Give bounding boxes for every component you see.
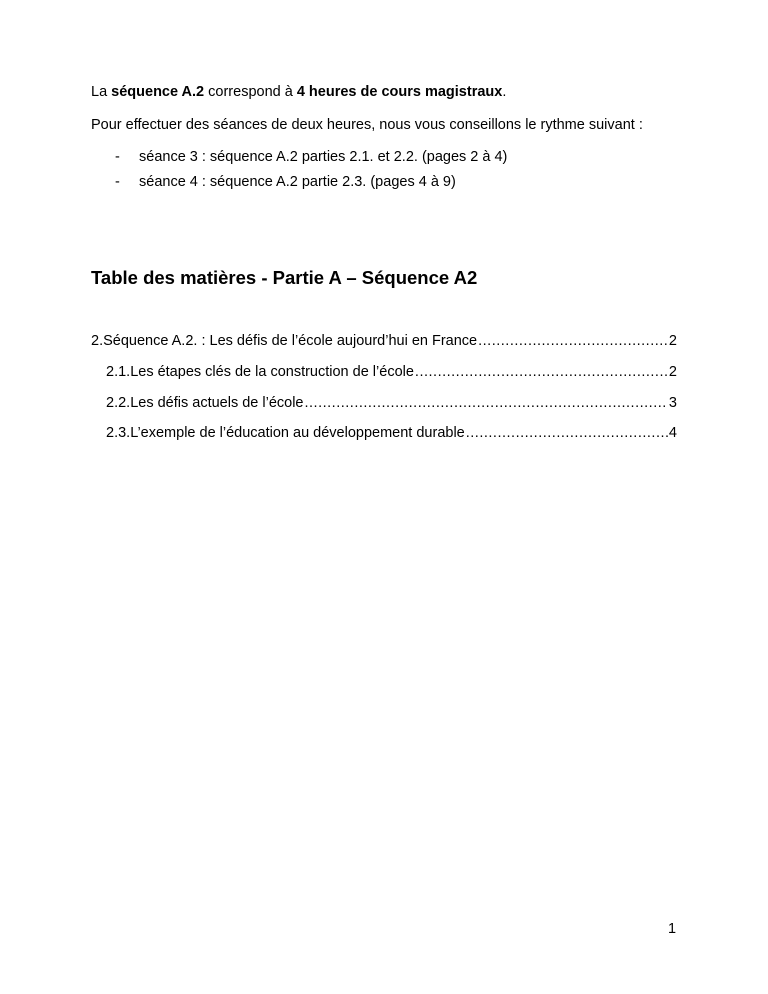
toc-entry[interactable]	[106, 425, 677, 441]
toc-entry-number: 2.3.	[106, 425, 131, 441]
toc-entry-number: 2.1.	[106, 364, 131, 380]
bullet-text: séance 3 : séquence A.2 parties 2.1. et 2.2. (pages 2 à 4)	[139, 149, 508, 165]
intro-bold-sequence: séquence A.2	[111, 84, 205, 100]
toc-entry-title: Séquence A.2. : Les défis de l’école aujourd’hui en France	[103, 333, 478, 349]
toc-entry-page: 3	[668, 395, 677, 411]
toc-entry-title: Les défis actuels de l’école	[130, 395, 304, 411]
toc-leader-dots	[415, 364, 668, 380]
toc-entry[interactable]	[106, 364, 677, 380]
intro-line-1	[91, 84, 506, 100]
toc-entry-page: 2	[668, 333, 677, 349]
toc-entry-number: 2.2.	[106, 395, 131, 411]
bullet-item	[115, 149, 507, 165]
toc-leader-dots	[305, 395, 668, 411]
bullet-dash: -	[115, 149, 120, 165]
page-number: 1	[668, 921, 677, 937]
toc-entry-title: L’exemple de l’éducation au développement durable	[130, 425, 465, 441]
toc-heading: Table des matières - Partie A – Séquence A2	[91, 267, 478, 288]
intro-text: correspond à	[204, 84, 297, 100]
toc-entry-page: 2	[668, 364, 677, 380]
toc-entry-number: 2.	[91, 333, 104, 349]
toc-entry-page: 4	[668, 425, 677, 441]
bullet-item	[115, 174, 456, 190]
bullet-text: séance 4 : séquence A.2 partie 2.3. (pages 4 à 9)	[139, 174, 456, 190]
intro-text: La	[91, 84, 112, 100]
intro-bold-hours: 4 heures de cours magistraux	[296, 84, 503, 100]
toc-leader-dots	[466, 425, 668, 441]
toc-entry-title: Les étapes clés de la construction de l’école	[130, 364, 414, 380]
intro-text: .	[502, 84, 507, 100]
intro-line-2: Pour effectuer des séances de deux heures, nous vous conseillons le rythme suivant :	[91, 117, 643, 133]
bullet-dash: -	[115, 174, 120, 190]
toc-entry[interactable]	[91, 333, 677, 349]
toc-leader-dots	[478, 333, 668, 349]
toc-entry[interactable]	[106, 395, 677, 411]
